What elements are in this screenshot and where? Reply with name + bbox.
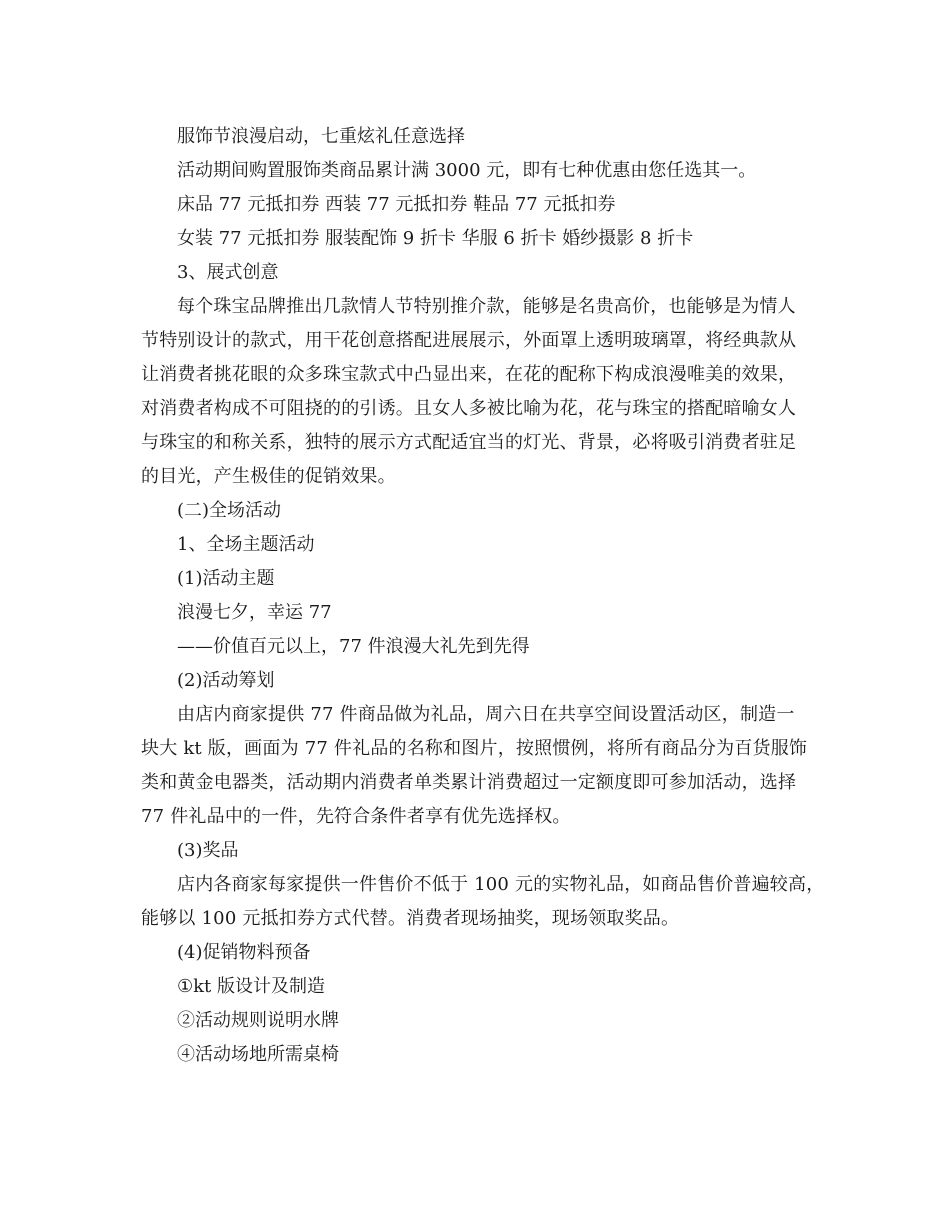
section-heading: 1、全场主题活动 xyxy=(177,534,315,555)
paragraph-line: 每个珠宝品牌推出几款情人节特别推介款，能够是名贵高价，也能够是为情人 xyxy=(177,296,796,317)
subsection-heading: (2)活动筹划 xyxy=(177,670,275,691)
voucher-list-line: 女装 77 元抵扣券 服装配饰 9 折卡 华服 6 折卡 婚纱摄影 8 折卡 xyxy=(177,228,694,249)
paragraph-line: 让消费者挑花眼的众多珠宝款式中凸显出来，在花的配称下构成浪漫唯美的效果， xyxy=(141,364,797,385)
section-heading: (二)全场活动 xyxy=(177,500,282,521)
list-item: ①kt 版设计及制造 xyxy=(177,976,325,997)
paragraph-activity-plan xyxy=(141,698,821,834)
theme-subtitle: ——价值百元以上，77 件浪漫大礼先到先得 xyxy=(177,636,530,657)
theme-title: 浪漫七夕，幸运 77 xyxy=(177,602,332,623)
paragraph-line: 77 件礼品中的一件，先符合条件者享有优先选择权。 xyxy=(141,806,571,827)
paragraph-line: 类和黄金电器类，活动期内消费者单类累计消费超过一定额度即可参加活动，选择 xyxy=(141,772,797,793)
paragraph-display-idea xyxy=(141,290,821,494)
paragraph-line: 店内各商家每家提供一件售价不低于 100 元的实物礼品，如商品售价普遍较高， xyxy=(177,874,825,895)
paragraph-line: 活动期间购置服饰类商品累计满 3000 元，即有七种优惠由您任选其一。 xyxy=(177,160,757,181)
list-item: ②活动规则说明水牌 xyxy=(177,1010,339,1031)
paragraph-prizes xyxy=(141,868,825,936)
paragraph-line: 节特别设计的款式，用干花创意搭配进展展示，外面罩上透明玻璃罩，将经典款从 xyxy=(141,330,797,351)
section-heading: 3、展式创意 xyxy=(177,262,279,283)
voucher-list-line: 床品 77 元抵扣券 西装 77 元抵扣券 鞋品 77 元抵扣券 xyxy=(177,194,616,215)
paragraph-line: 由店内商家提供 77 件商品做为礼品，周六日在共享空间设置活动区，制造一 xyxy=(177,704,795,725)
paragraph-line: 能够以 100 元抵扣券方式代替。消费者现场抽奖，现场领取奖品。 xyxy=(141,908,680,929)
section-heading: 服饰节浪漫启动，七重炫礼任意选择 xyxy=(177,126,465,147)
paragraph-line: 与珠宝的和称关系，独特的展示方式配适宜当的灯光、背景，必将吸引消费者驻足 xyxy=(141,432,797,453)
paragraph-line: 对消费者构成不可阻挠的的引诱。且女人多被比喻为花，花与珠宝的搭配暗喻女人 xyxy=(141,398,797,419)
paragraph-line: 的目光，产生极佳的促销效果。 xyxy=(141,466,396,487)
subsection-heading: (4)促销物料预备 xyxy=(177,942,311,963)
subsection-heading: (3)奖品 xyxy=(177,840,239,861)
document-body xyxy=(141,120,825,1072)
paragraph-line: 块大 kt 版，画面为 77 件礼品的名称和图片，按照惯例，将所有商品分为百货服饰 xyxy=(141,738,808,759)
list-item: ④活动场地所需桌椅 xyxy=(177,1044,339,1065)
subsection-heading: (1)活动主题 xyxy=(177,568,275,589)
